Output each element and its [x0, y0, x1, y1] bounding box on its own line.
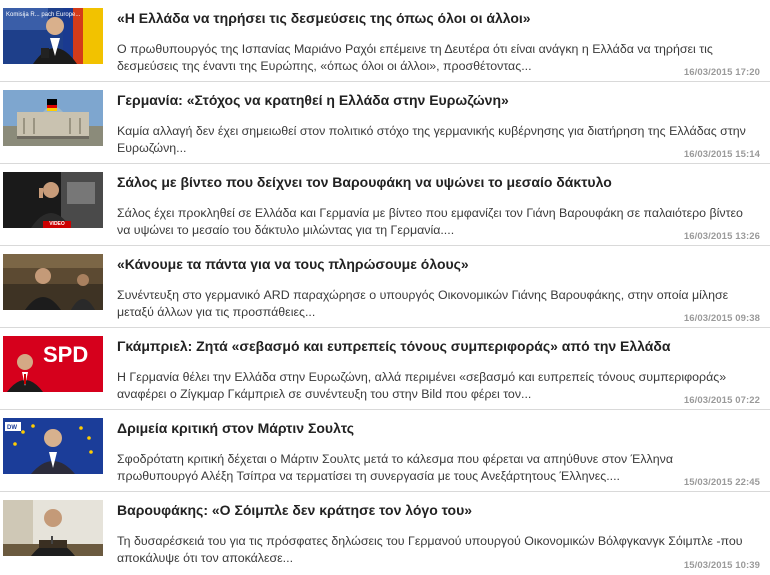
news-item: [0, 410, 770, 492]
article-thumbnail[interactable]: [3, 172, 103, 228]
thumbnail-text: SPD: [43, 342, 89, 367]
thumbnail-text: Komisija R... pach Europe...: [6, 12, 81, 18]
article-summary: Σφοδρότατη κριτική δέχεται ο Μάρτιν Σουλτς μετά το κάλεσμα που φέρεται να απηύθυνε στον Έλληνα πρωθυπουργό Αλέξη Τσίπρα να τερματίσει τη συνεργασία με τους Ανεξάρτητους Έλληνες....: [117, 452, 673, 483]
article-title-link[interactable]: «Κάνουμε τα πάντα για να τους πληρώσουμε όλους»: [117, 256, 469, 272]
article-summary: Συνέντευξη στο γερμανικό ARD παραχώρησε ο υπουργός Οικονομικών Γιάνης Βαρουφάκης, στην οποία μίλησε μεταξύ άλλων για τις προσπάθειες...: [117, 288, 729, 319]
thumbnail-text: DW: [7, 425, 17, 431]
article-thumbnail[interactable]: [3, 336, 103, 392]
news-item: [0, 82, 770, 164]
article-timestamp: 15/03/2015 10:39: [683, 560, 760, 571]
article-timestamp: 16/03/2015 07:22: [683, 395, 760, 406]
news-item: [0, 246, 770, 328]
article-summary: Ο πρωθυπουργός της Ισπανίας Μαριάνο Ραχόι επέμεινε τη Δευτέρα ότι είναι ανάγκη η Ελλάδα να τηρήσει τις δεσμεύσεις της έναντι της Ευρώπης, «όπως όλοι οι άλλοι», προσθέτοντας...: [117, 42, 713, 73]
article-timestamp: 16/03/2015 13:26: [683, 231, 760, 242]
news-item: [0, 492, 770, 574]
news-item: [0, 0, 770, 82]
article-thumbnail[interactable]: [3, 254, 103, 310]
article-thumbnail[interactable]: [3, 90, 103, 146]
article-summary: Σάλος έχει προκληθεί σε Ελλάδα και Γερμανία με βίντεο που εμφανίζει τον Γιάνη Βαρουφάκη σε παλαιότερο βίντεο να υψώνει το μεσαίο του δάκτυλο μιλώντας για τη Γερμανία....: [117, 206, 743, 237]
article-title-link[interactable]: Γκάμπριελ: Ζητά «σεβασμό και ευπρεπείς τόνους συμπεριφοράς» από την Ελλάδα: [117, 338, 671, 354]
article-title-link[interactable]: Σάλος με βίντεο που δείχνει τον Βαρουφάκη να υψώνει το μεσαίο δάκτυλο: [117, 174, 612, 190]
news-item: [0, 164, 770, 246]
article-thumbnail[interactable]: [3, 8, 103, 64]
article-timestamp: 15/03/2015 22:45: [683, 477, 760, 488]
article-timestamp: 16/03/2015 15:14: [683, 149, 760, 160]
article-title-link[interactable]: Δριμεία κριτική στον Μάρτιν Σουλτς: [117, 420, 354, 436]
article-summary: Τη δυσαρέσκειά του για τις πρόσφατες δηλώσεις του Γερμανού υπουργού Οικονομικών Βόλφγκανγκ Σόιμπλε -που αποκάλυψε ότι τον αποκάλεσε...: [117, 534, 743, 565]
article-summary: Καμία αλλαγή δεν έχει σημειωθεί στον πολιτικό στόχο της γερμανικής κυβέρνησης για διατήρηση της Ελλάδας στην Ευρωζώνη...: [117, 124, 746, 155]
article-timestamp: 16/03/2015 09:38: [683, 313, 760, 324]
article-summary: Η Γερμανία θέλει την Ελλάδα στην Ευρωζώνη, αλλά περιμένει «σεβασμό και ευπρεπείς τόνους συμπεριφοράς» αναφέρει ο Ζίγκμαρ Γκάμπριελ σε συνέντευξη του στην Bild που φέρει τον...: [117, 370, 727, 401]
article-thumbnail[interactable]: [3, 500, 103, 556]
news-item: [0, 328, 770, 410]
article-timestamp: 16/03/2015 17:20: [683, 67, 760, 78]
article-title-link[interactable]: Γερμανία: «Στόχος να κρατηθεί η Ελλάδα στην Ευρωζώνη»: [117, 92, 509, 108]
article-title-link[interactable]: «Η Ελλάδα να τηρήσει τις δεσμεύσεις της όπως όλοι οι άλλοι»: [117, 10, 531, 26]
article-title-link[interactable]: Βαρουφάκης: «Ο Σόιμπλε δεν κράτησε τον λόγο του»: [117, 502, 473, 518]
video-badge: VIDEO: [43, 221, 71, 228]
article-thumbnail[interactable]: [3, 418, 103, 474]
